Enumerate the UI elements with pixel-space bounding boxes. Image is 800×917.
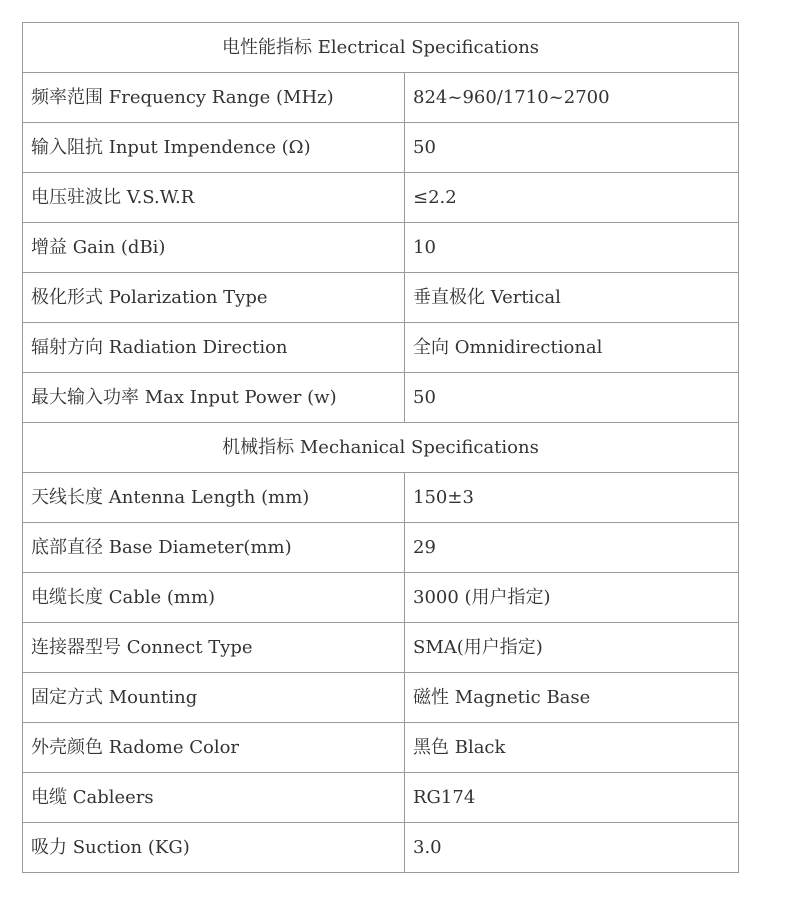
table-row — [23, 673, 739, 723]
table-row — [23, 773, 739, 823]
spec-label: 电压驻波比 V.S.W.R — [23, 173, 405, 223]
table-row — [23, 573, 739, 623]
section-title: 电性能指标 Electrical Specifications — [23, 23, 739, 73]
spec-value: 50 — [405, 373, 739, 423]
section-title: 机械指标 Mechanical Specifications — [23, 423, 739, 473]
spec-value: 29 — [405, 523, 739, 573]
spec-value: SMA(用户指定) — [405, 623, 739, 673]
spec-label: 天线长度 Antenna Length (mm) — [23, 473, 405, 523]
spec-value: 全向 Omnidirectional — [405, 323, 739, 373]
spec-value: 磁性 Magnetic Base — [405, 673, 739, 723]
spec-label: 电缆长度 Cable (mm) — [23, 573, 405, 623]
table-row — [23, 623, 739, 673]
table-row — [23, 73, 739, 123]
table-row — [23, 123, 739, 173]
spec-value: 10 — [405, 223, 739, 273]
spec-value: 50 — [405, 123, 739, 173]
table-row — [23, 373, 739, 423]
spec-label: 连接器型号 Connect Type — [23, 623, 405, 673]
spec-label: 辐射方向 Radiation Direction — [23, 323, 405, 373]
spec-value: 黑色 Black — [405, 723, 739, 773]
spec-label: 频率范围 Frequency Range (MHz) — [23, 73, 405, 123]
spec-value: 824~960/1710~2700 — [405, 73, 739, 123]
table-row — [23, 473, 739, 523]
spec-label: 输入阻抗 Input Impendence (Ω) — [23, 123, 405, 173]
spec-label: 极化形式 Polarization Type — [23, 273, 405, 323]
spec-value: RG174 — [405, 773, 739, 823]
spec-label: 底部直径 Base Diameter(mm) — [23, 523, 405, 573]
spec-label: 增益 Gain (dBi) — [23, 223, 405, 273]
section-header-electrical — [23, 23, 739, 73]
section-header-mechanical — [23, 423, 739, 473]
spec-label: 吸力 Suction (KG) — [23, 823, 405, 873]
table-row — [23, 523, 739, 573]
spec-value: 150±3 — [405, 473, 739, 523]
spec-value: 3.0 — [405, 823, 739, 873]
table-row — [23, 723, 739, 773]
spec-label: 电缆 Cableers — [23, 773, 405, 823]
table-row — [23, 823, 739, 873]
spec-label: 固定方式 Mounting — [23, 673, 405, 723]
spec-value: ≤2.2 — [405, 173, 739, 223]
spec-value: 垂直极化 Vertical — [405, 273, 739, 323]
spec-value: 3000 (用户指定) — [405, 573, 739, 623]
table-row — [23, 173, 739, 223]
table-row — [23, 273, 739, 323]
spec-label: 最大输入功率 Max Input Power (w) — [23, 373, 405, 423]
table-row — [23, 223, 739, 273]
table-row — [23, 323, 739, 373]
spec-label: 外壳颜色 Radome Color — [23, 723, 405, 773]
spec-table — [22, 22, 739, 873]
